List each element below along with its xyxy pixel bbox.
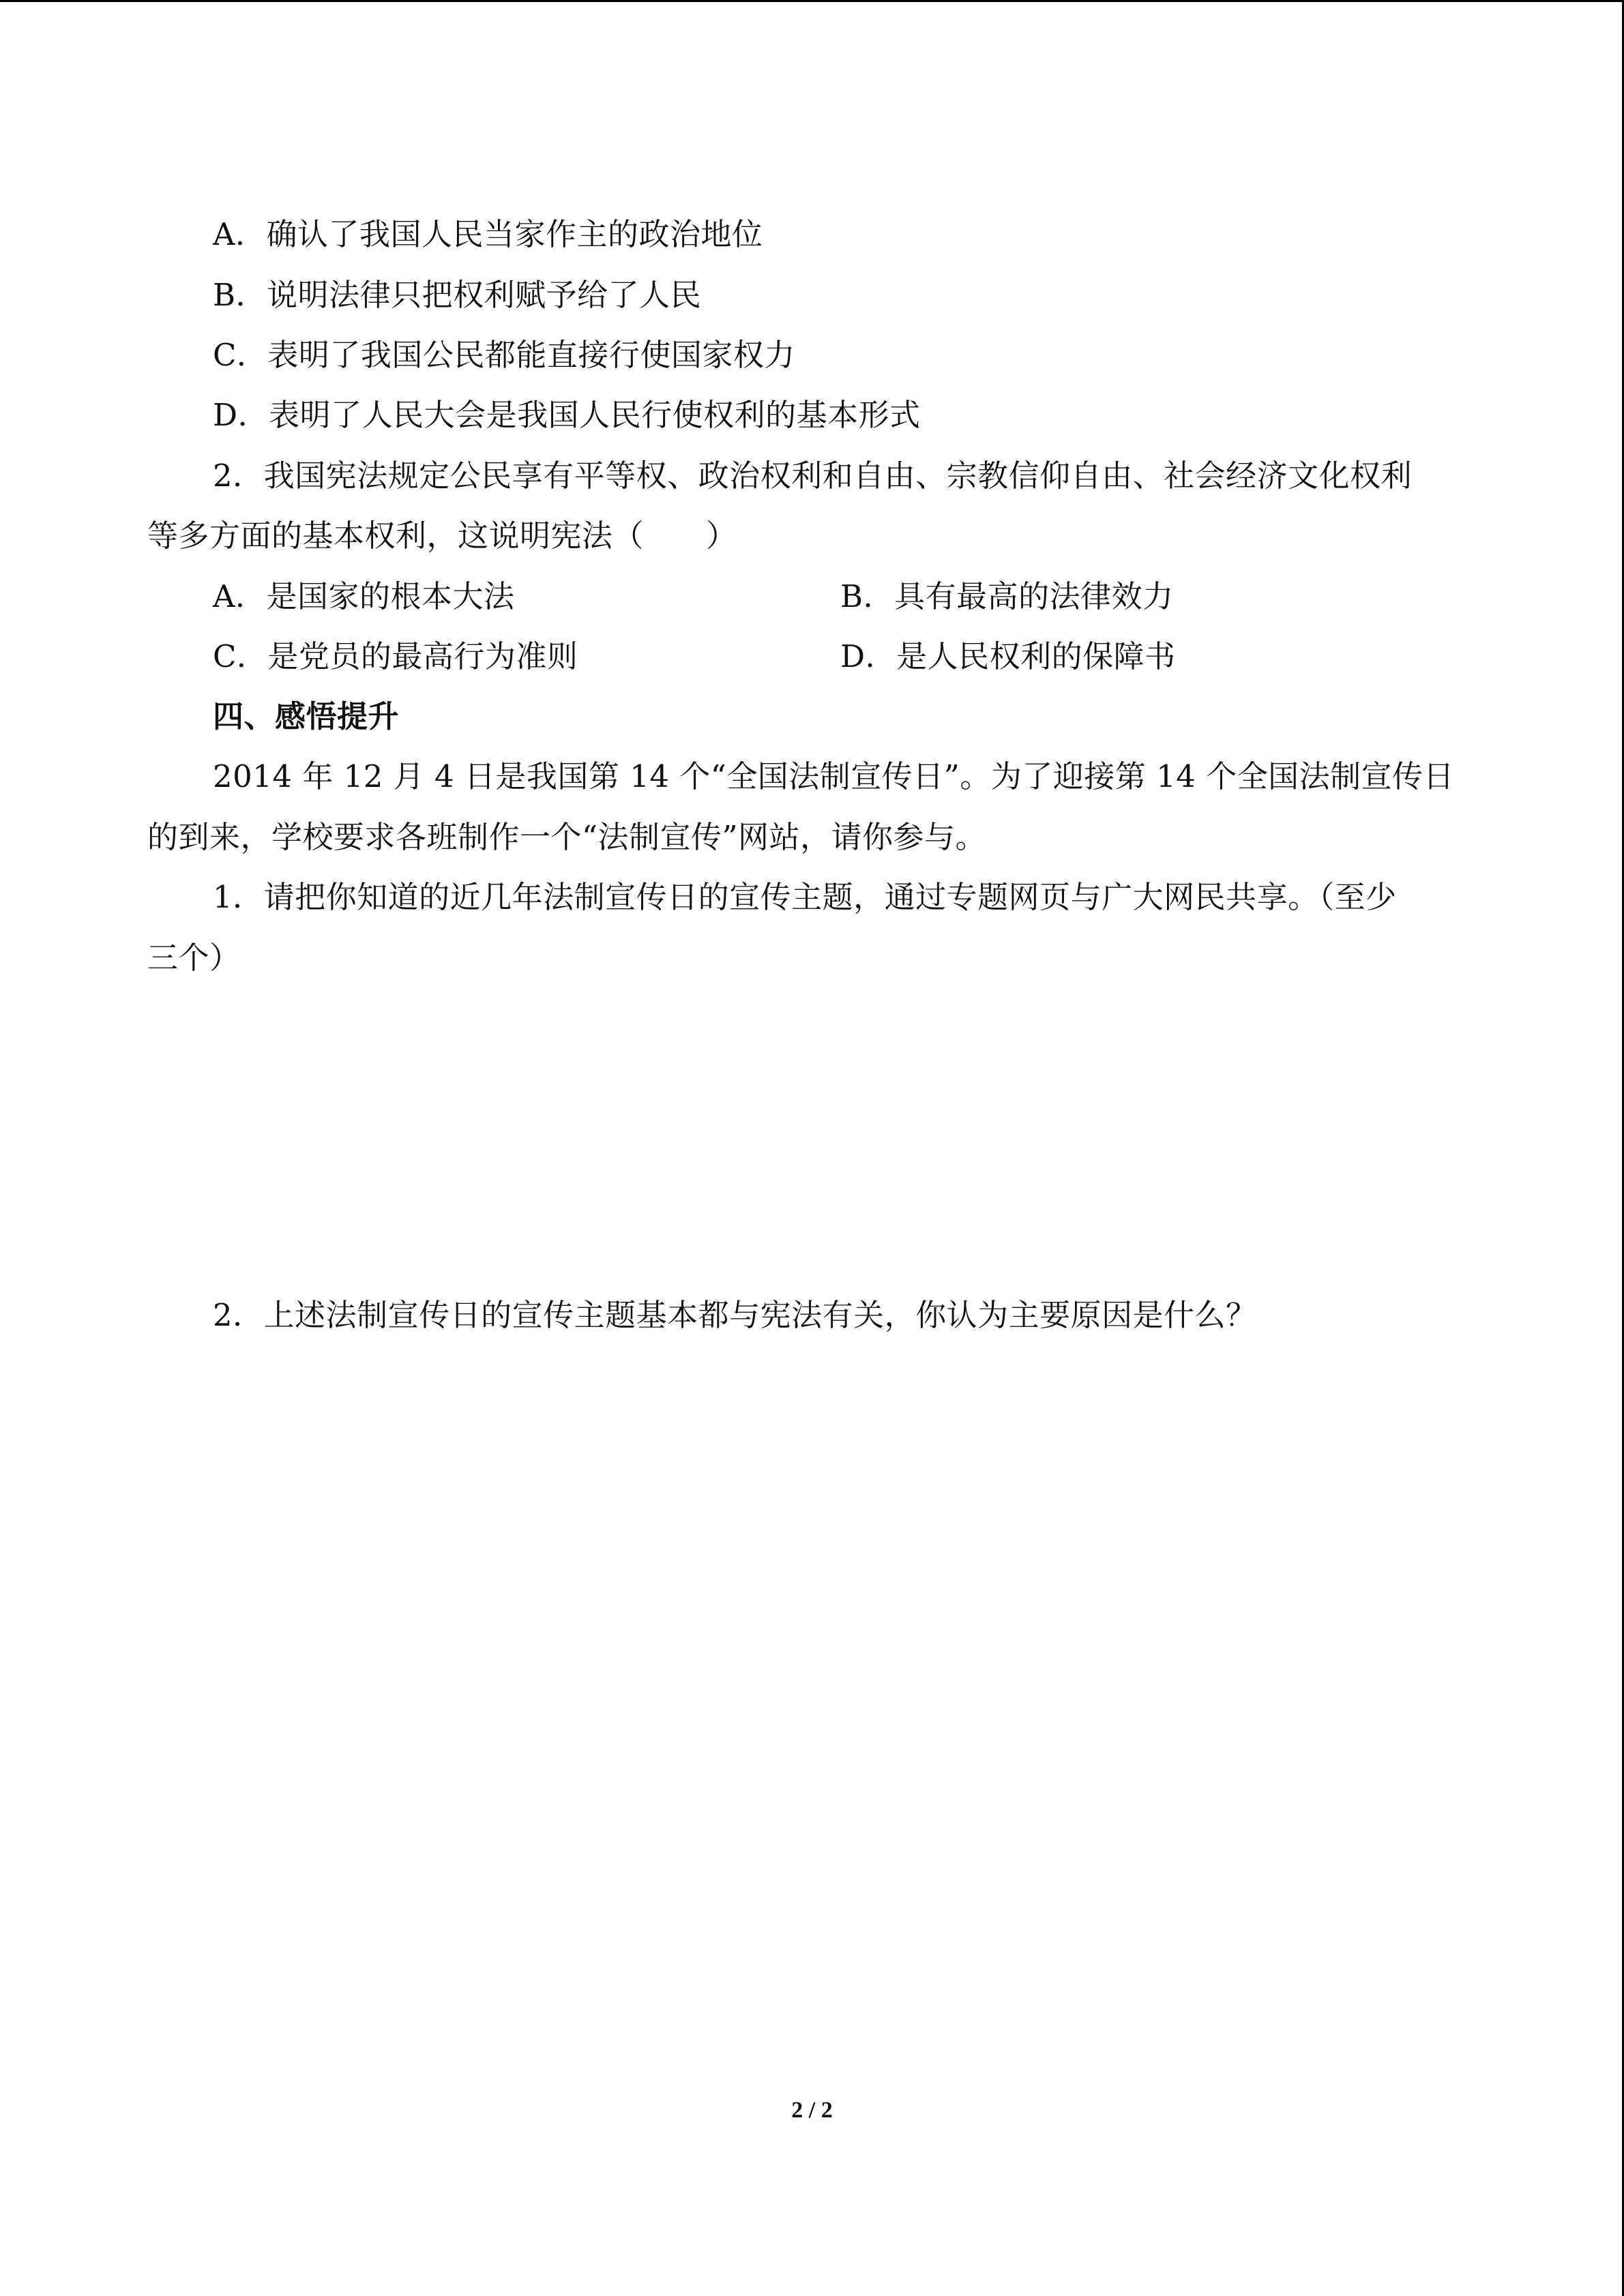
q1-option-a: A．确认了我国人民当家作主的政治地位 xyxy=(213,216,763,252)
section-intro-line-2: 的到来，学校要求各班制作一个“法制宣传”网站，请你参与。 xyxy=(147,819,987,855)
item-2: 2．上述法制宣传日的宣传主题基本都与宪法有关，你认为主要原因是什么？ xyxy=(213,1297,1257,1333)
page-border-top xyxy=(0,0,1624,2)
q2-stem-line-2: 等多方面的基本权利，这说明宪法（ ） xyxy=(147,518,737,554)
page-number: 2 / 2 xyxy=(791,2098,833,2123)
q2-option-c: C．是党员的最高行为准则 xyxy=(213,638,578,674)
q1-option-c: C．表明了我国公民都能直接行使国家权力 xyxy=(213,337,795,373)
section-intro-line-1: 2014 年 12 月 4 日是我国第 14 个“全国法制宣传日”。为了迎接第 14 个全国法制宣传日 xyxy=(213,758,1455,794)
q2-option-b: B．具有最高的法律效力 xyxy=(840,578,1174,614)
q1-option-d: D．表明了人民大会是我国人民行使权利的基本形式 xyxy=(213,397,921,433)
q2-option-d: D．是人民权利的保障书 xyxy=(840,638,1176,674)
q1-option-b: B．说明法律只把权利赋予给了人民 xyxy=(213,277,702,313)
item-1-line-2: 三个） xyxy=(147,940,241,976)
section-heading: 四、感悟提升 xyxy=(213,698,400,734)
q2-stem-line-1: 2．我国宪法规定公民享有平等权、政治权利和自由、宗教信仰自由、社会经济文化权利 xyxy=(213,458,1413,494)
q2-option-a: A．是国家的根本大法 xyxy=(213,578,515,614)
item-1-line-1: 1．请把你知道的近几年法制宣传日的宣传主题，通过专题网页与广大网民共享。（至少 xyxy=(213,879,1397,915)
